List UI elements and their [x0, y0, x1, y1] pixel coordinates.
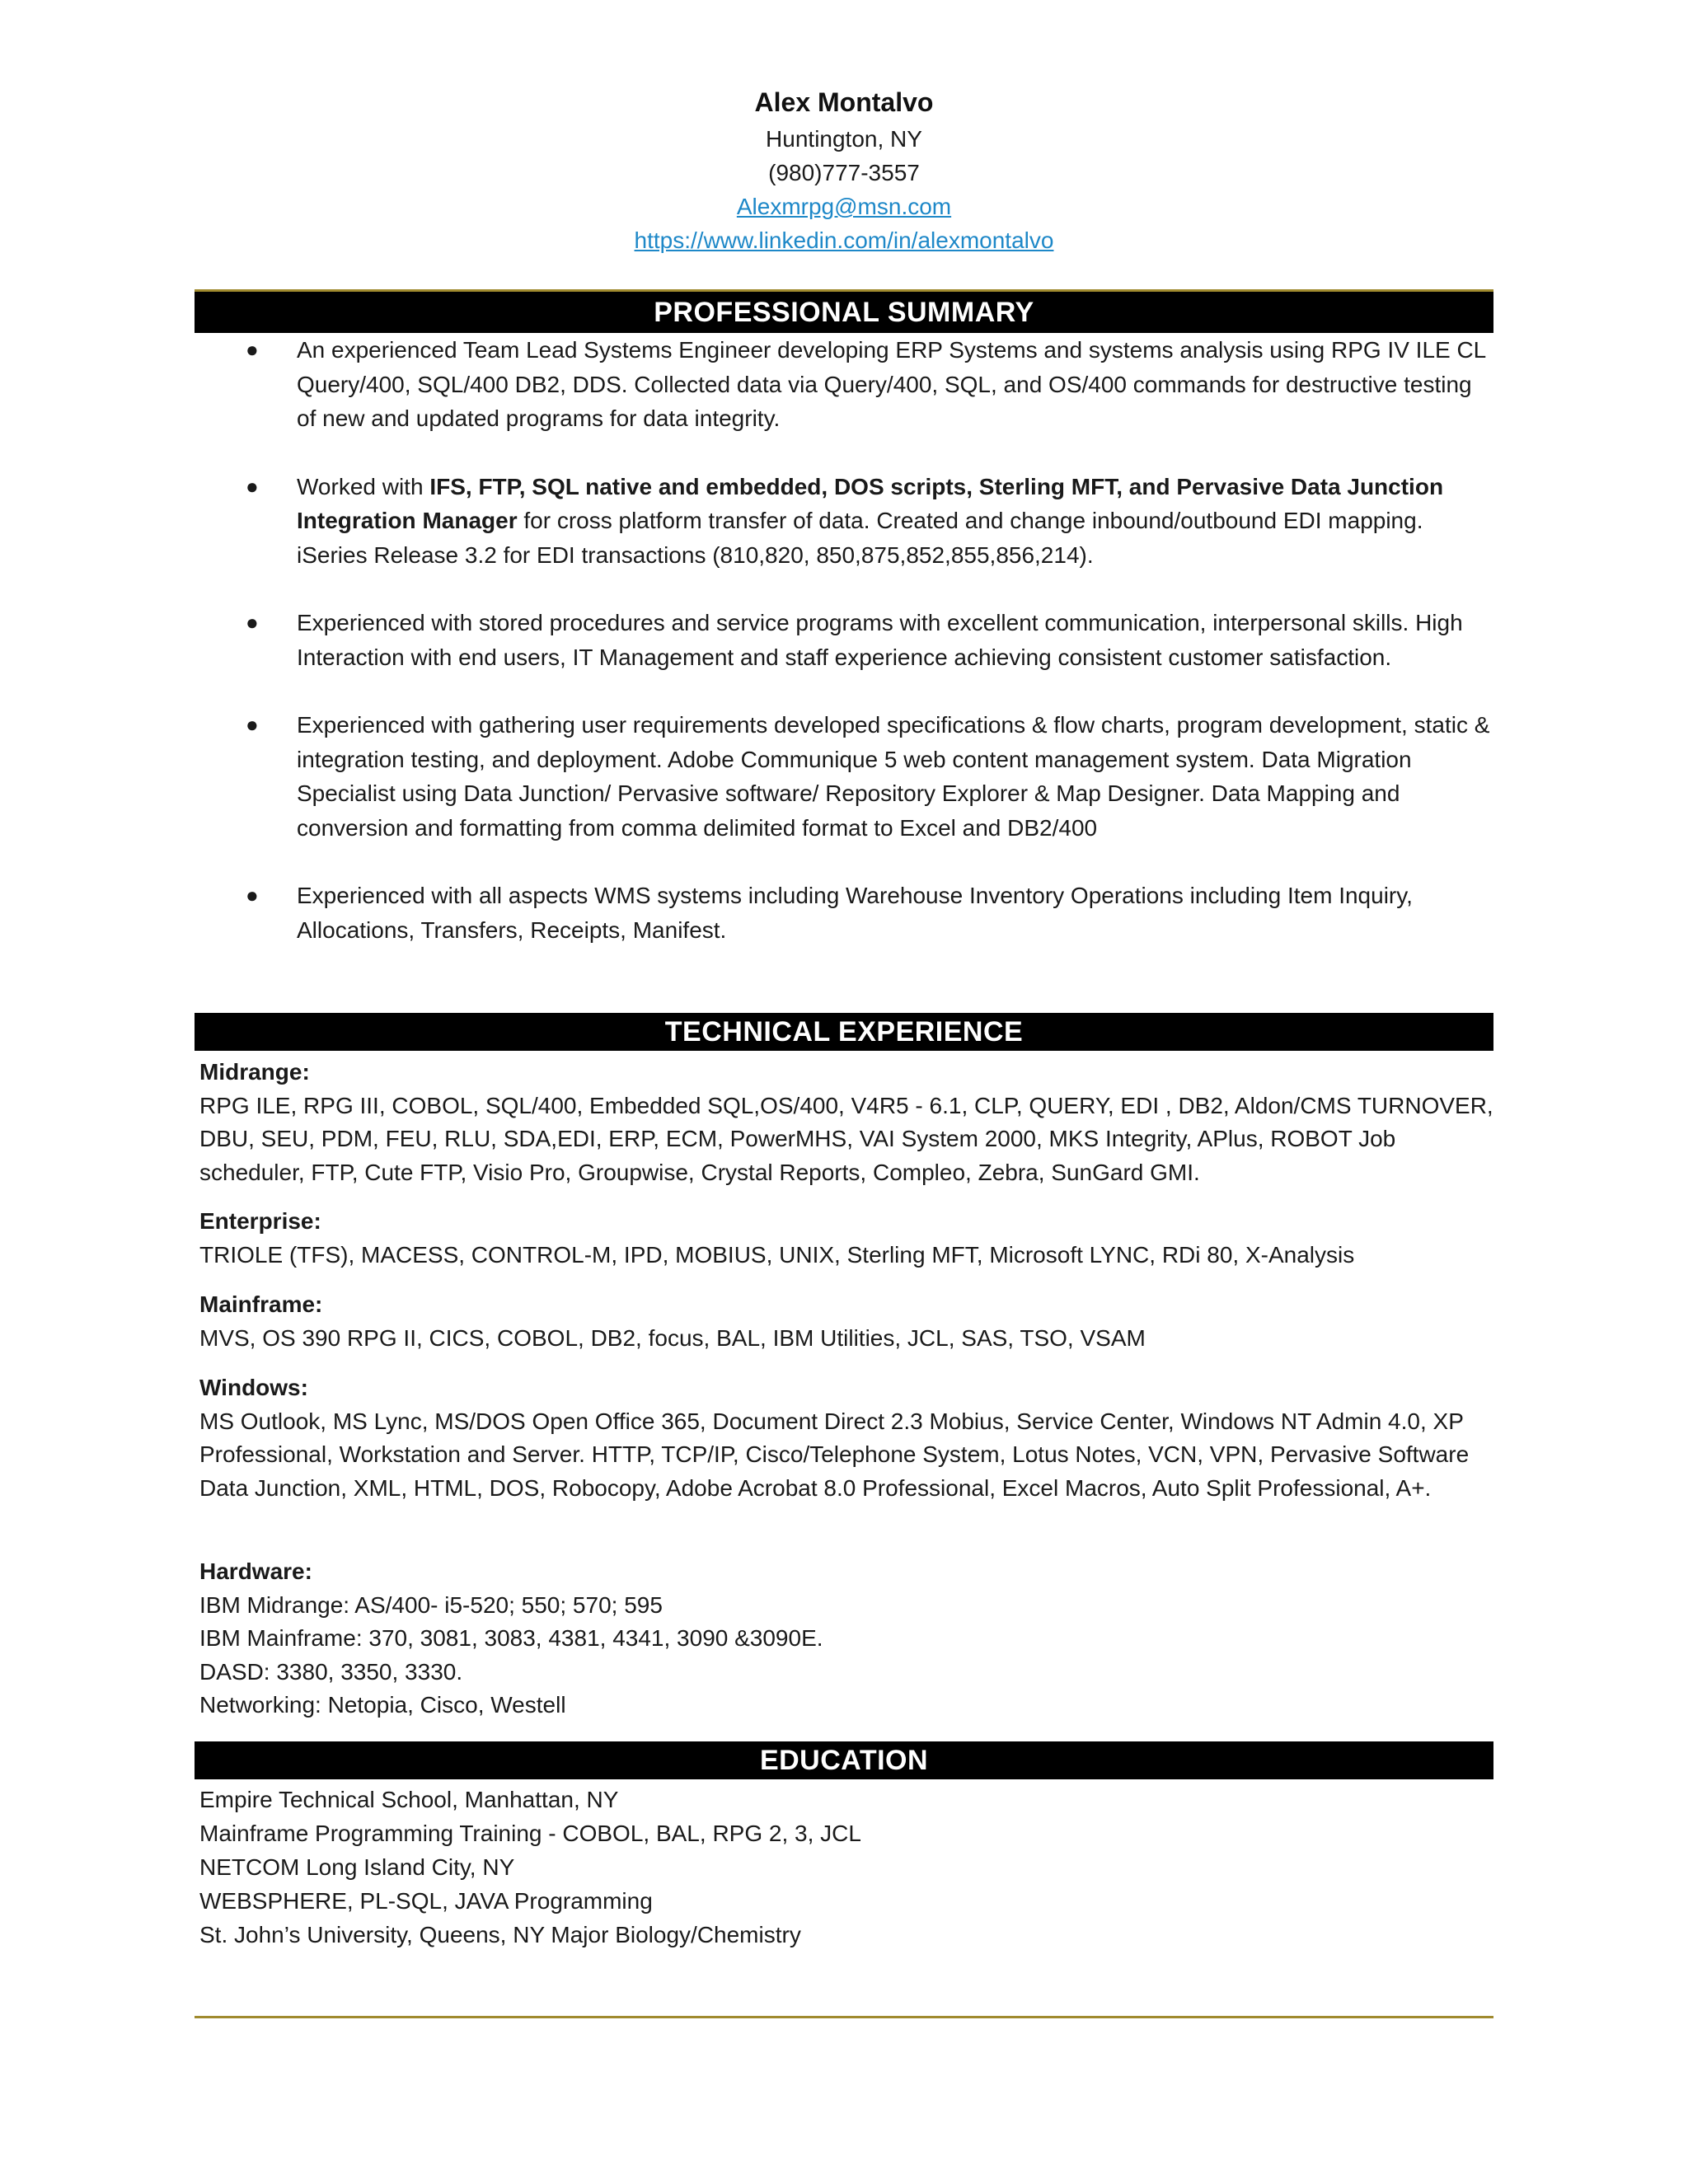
tech-windows-text: MS Outlook, MS Lync, MS/DOS Open Office 365, Document Direct 2.3 Mobius, Service Center, Windows NT Admin 4.0, XP Professional, Workstation and Server. HTTP, TCP/IP, Cisco/Telephone System, Lotus Notes, VCN, VPN, Pervasive Software Data Junction, XML, HTML, DOS, Robocopy, Adobe Acrobat 8.0 Professional, Excel Macros, Auto Split Professional, A+. — [199, 1408, 1470, 1501]
email-link[interactable]: Alexmrpg@msn.com — [736, 194, 952, 219]
summary-text: Experienced with gathering user requirements developed specifications & flow charts, program development, static & integration testing, and deployment. Adobe Communique 5 web content management system. Data Migration Specialist using Data Junction/ Pervasive software/ Repository Explorer & Map Designer. Data Mapping and conversion and formatting from comma delimited format to Excel and DB2/400 — [297, 712, 1490, 841]
education-line: St. John’s University, Queens, NY Major Biology/Chemistry — [199, 1922, 801, 1947]
hardware-line: IBM Midrange: AS/400- i5-520; 550; 570; 595 — [199, 1591, 663, 1618]
bullet-icon: ● — [246, 473, 259, 499]
education-line: Mainframe Programming Training - COBOL, BAL, RPG 2, 3, JCL — [199, 1821, 861, 1846]
hardware-line: Networking: Netopia, Cisco, Westell — [199, 1692, 566, 1718]
summary-text: An experienced Team Lead Systems Engineer developing ERP Systems and systems analysis using RPG IV ILE CL Query/400, SQL/400 DB2, DDS. Collected data via Query/400, SQL, and OS/400 commands for destructive testing of new and updated programs for data integrity. — [297, 337, 1486, 431]
summary-item — [195, 606, 1493, 674]
linkedin-link[interactable]: https://www.linkedin.com/in/alexmontalvo — [634, 227, 1054, 253]
summary-item — [195, 333, 1493, 436]
footer-divider — [195, 2016, 1493, 2018]
hardware-line: DASD: 3380, 3350, 3330. — [199, 1658, 463, 1685]
tech-midrange-text: RPG ILE, RPG III, COBOL, SQL/400, Embedded SQL,OS/400, V4R5 - 6.1, CLP, QUERY, EDI , DB2, Aldon/CMS TURNOVER, DBU, SEU, PDM, FEU, RLU, SDA,EDI, ERP, ECM, PowerMHS, VAI System 2000, MKS Integrity, APlus, ROBOT Job scheduler, FTP, Cute FTP, Visio Pro, Groupwise, Crystal Reports, Compleo, Zebra, SunGard GMI. — [199, 1092, 1493, 1185]
summary-list — [195, 333, 1493, 981]
summary-text: Experienced with all aspects WMS systems including Warehouse Inventory Operations including Item Inquiry, Allocations, Transfers, Receipts, Manifest. — [297, 883, 1413, 943]
tech-mainframe-text: MVS, OS 390 RPG II, CICS, COBOL, DB2, focus, BAL, IBM Utilities, JCL, SAS, TSO, VSAM — [199, 1324, 1146, 1351]
education-line: NETCOM Long Island City, NY — [199, 1854, 515, 1880]
summary-text-suffix: for cross platform transfer of data. Created and change inbound/outbound EDI mapping. iSeries Release 3.2 for EDI transactions (810,820, 850,875,852,855,856,214). — [297, 508, 1423, 568]
summary-item — [195, 879, 1493, 947]
section-header-summary: PROFESSIONAL SUMMARY — [195, 292, 1493, 333]
summary-text-prefix: Worked with — [297, 473, 430, 499]
education-line: Empire Technical School, Manhattan, NY — [199, 1787, 619, 1812]
summary-text: Experienced with stored procedures and service programs with excellent communication, interpersonal skills. High Interaction with end users, IT Management and staff experience achieving consistent customer satisfaction. — [297, 610, 1463, 670]
tech-hardware-label: Hardware: — [199, 1558, 312, 1584]
section-header-education: EDUCATION — [195, 1741, 1493, 1779]
summary-item — [195, 708, 1493, 845]
tech-midrange — [199, 1056, 1493, 1189]
tech-midrange-label: Midrange: — [199, 1059, 310, 1085]
resume-header — [195, 82, 1493, 257]
tech-windows-label: Windows: — [199, 1375, 308, 1400]
tech-windows — [199, 1371, 1493, 1505]
tech-mainframe-label: Mainframe: — [199, 1291, 323, 1317]
education-list — [199, 1783, 1493, 1952]
bullet-icon: ● — [246, 712, 259, 737]
bullet-icon: ● — [246, 610, 259, 635]
education-line: WEBSPHERE, PL-SQL, JAVA Programming — [199, 1888, 653, 1914]
candidate-location: Huntington, NY — [766, 126, 922, 152]
summary-item — [195, 470, 1493, 573]
tech-enterprise-label: Enterprise: — [199, 1208, 321, 1234]
bullet-icon: ● — [246, 883, 259, 907]
tech-enterprise-text: TRIOLE (TFS), MACESS, CONTROL-M, IPD, MOBIUS, UNIX, Sterling MFT, Microsoft LYNC, RDi 80, X-Analysis — [199, 1241, 1355, 1268]
hardware-line: IBM Mainframe: 370, 3081, 3083, 4381, 4341, 3090 &3090E. — [199, 1625, 823, 1651]
bullet-icon: ● — [246, 337, 259, 362]
tech-enterprise — [199, 1205, 1493, 1272]
tech-hardware — [199, 1555, 1493, 1722]
summary-text-bold: IFS, FTP, SQL native and embedded, DOS scripts, Sterling MFT, and Pervasive Data Junction Integration Manager — [297, 473, 1444, 533]
section-header-technical: TECHNICAL EXPERIENCE — [195, 1013, 1493, 1051]
candidate-name: Alex Montalvo — [754, 87, 934, 117]
tech-mainframe — [199, 1288, 1493, 1355]
candidate-phone: (980)777-3557 — [768, 160, 920, 185]
